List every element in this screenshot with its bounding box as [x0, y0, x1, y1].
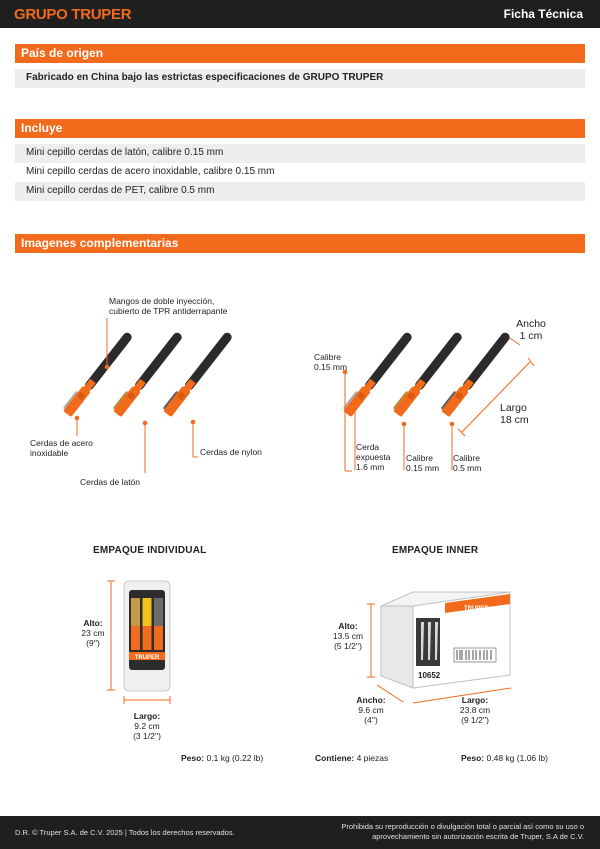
- caliber-right-label: Calibre 0.5 mm: [453, 453, 482, 473]
- length-label: Largo 18 cm: [500, 402, 529, 426]
- footer-copyright: D.R. © Truper S.A. de C.V. 2025 | Todos los derechos reservados.: [15, 828, 235, 837]
- section-includes-title: Incluye: [21, 121, 63, 135]
- nylon-bristles-label: Cerdas de nylon: [200, 447, 262, 457]
- inner-package-title: EMPAQUE INNER: [392, 545, 479, 556]
- inner-weight: Peso: 0.48 kg (1.06 lb): [461, 753, 548, 763]
- section-images-title: Imagenes complementarias: [21, 236, 179, 250]
- individual-length-label: Largo: 9.2 cm (3 1/2''): [133, 711, 161, 741]
- individual-package: [124, 581, 170, 691]
- caliber-mid-label: Calibre 0.15 mm: [406, 453, 440, 473]
- package-brand: TRUPER: [134, 655, 160, 661]
- includes-item-text: Mini cepillo cerdas de acero inoxidable, calibre 0.15 mm: [26, 166, 275, 177]
- caliber-top-label: Calibre 0.15 mm: [314, 352, 348, 372]
- section-origin-title: País de origen: [21, 46, 104, 60]
- brass-bristles-label: Cerdas de latón: [80, 477, 141, 487]
- includes-item-text: Mini cepillo cerdas de PET, calibre 0.5 mm: [26, 185, 215, 196]
- inner-contents: Contiene: 4 piezas: [315, 753, 389, 763]
- footer: [0, 816, 600, 849]
- box-code: 10652: [418, 671, 441, 680]
- individual-height-label: Alto: 23 cm (9''): [81, 618, 105, 648]
- inner-height-label: Alto: 13.5 cm (5 1/2''): [332, 621, 364, 651]
- footer-disclaimer: Prohibida su reproducción o divulgación total o parcial así como su uso o aprovechamiento sin autorización escrita de Truper, S.A de C.V.: [341, 822, 584, 841]
- width-label: Ancho 1 cm: [516, 318, 546, 342]
- includes-item-text: Mini cepillo cerdas de latón, calibre 0.15 mm: [26, 147, 224, 158]
- document-type: Ficha Técnica: [503, 7, 583, 21]
- origin-text: Fabricado en China bajo las estrictas especificaciones de GRUPO TRUPER: [26, 72, 384, 83]
- steel-bristles-label: Cerdas de acero inoxidable: [30, 438, 93, 458]
- handles-label: Mangos de doble inyección, cubierto de TPR antiderrapante: [109, 296, 228, 316]
- inner-box: [381, 592, 510, 688]
- exposed-bristle-label: Cerda expuesta 1.6 mm: [356, 442, 391, 472]
- individual-package-title: EMPAQUE INDIVIDUAL: [93, 545, 207, 556]
- brand-logo: GRUPO TRUPER: [14, 6, 132, 23]
- inner-width-label: Ancho: 9.6 cm (4''): [356, 695, 386, 725]
- inner-length-label: Largo: 23.8 cm (9 1/2''): [459, 695, 491, 725]
- individual-weight: Peso: 0.1 kg (0.22 lb): [181, 753, 264, 763]
- box-brand: TRUPER: [464, 606, 489, 612]
